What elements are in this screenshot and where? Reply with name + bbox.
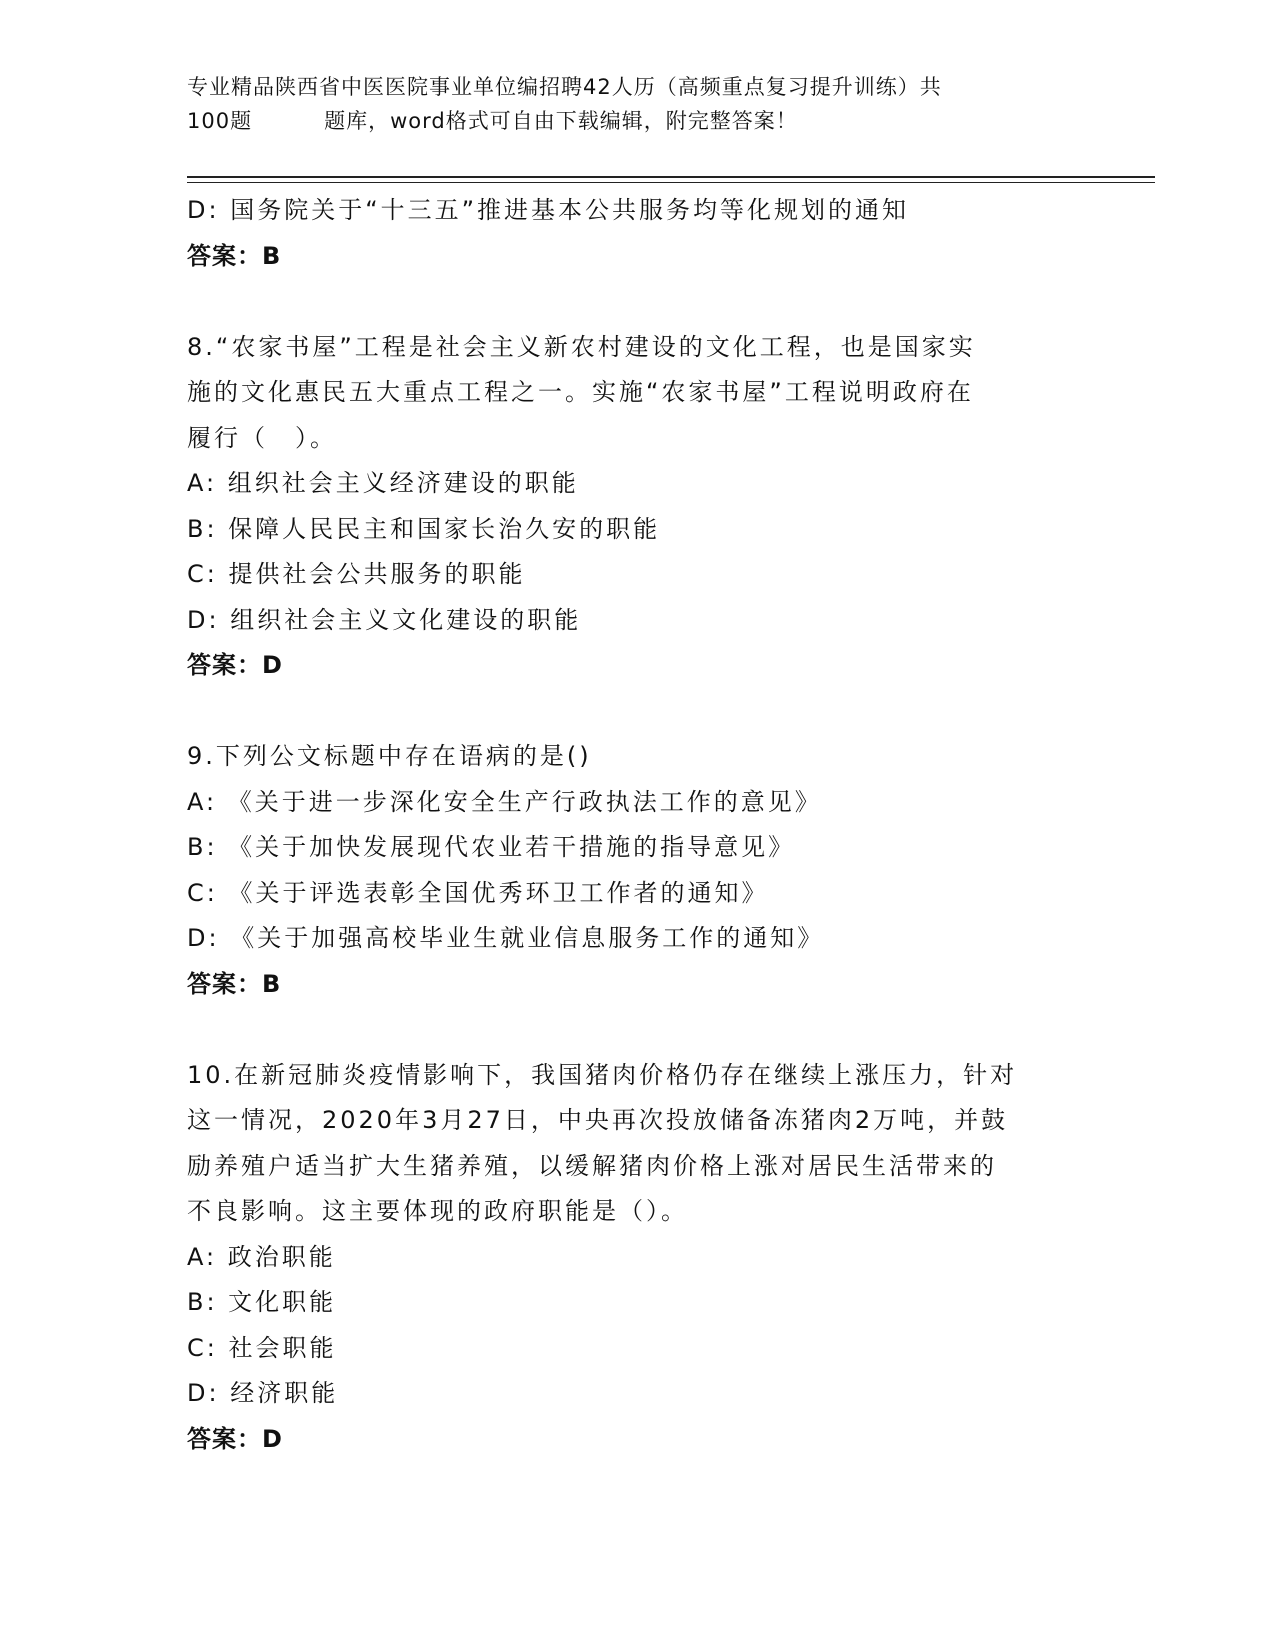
- question-stem-line: 履行（ ）。: [187, 423, 337, 452]
- question-8: [187, 325, 1087, 689]
- header-title-line-1: 专业精品陕西省中医医院事业单位编招聘42人历（高频重点复习提升训练）共: [187, 75, 942, 99]
- previous-question-tail: [187, 188, 1087, 279]
- answer-line: 答案：D: [187, 1424, 283, 1453]
- option-b: B: 文化职能: [187, 1288, 337, 1316]
- question-stem-line: 10.在新冠肺炎疫情影响下，我国猪肉价格仍存在继续上涨压力，针对: [187, 1060, 1018, 1089]
- question-stem-line: 8.“农家书屋”工程是社会主义新农村建设的文化工程，也是国家实: [187, 332, 976, 361]
- document-header: [187, 70, 1067, 138]
- option-b: B: 《关于加快发展现代农业若干措施的指导意见》: [187, 833, 796, 861]
- option-c: C: 提供社会公共服务的职能: [187, 560, 526, 588]
- option-b: B: 保障人民民主和国家长治久安的职能: [187, 514, 661, 543]
- question-10: [187, 1053, 1087, 1463]
- question-stem-line: 这一情况，2020年3月27日，中央再次投放储备冻猪肉2万吨，并鼓: [187, 1106, 1009, 1134]
- answer-line: 答案：B: [187, 969, 282, 998]
- option-d: D: 国务院关于“十三五”推进基本公共服务均等化规划的通知: [187, 196, 910, 224]
- header-description: 题库，word格式可自由下载编辑，附完整答案！: [324, 109, 798, 133]
- option-d: D: 经济职能: [187, 1379, 339, 1407]
- spacer: [187, 689, 1087, 735]
- question-stem-line: 施的文化惠民五大重点工程之一。实施“农家书屋”工程说明政府在: [187, 378, 974, 406]
- option-a: A: 组织社会主义经济建设的职能: [187, 469, 579, 497]
- spacer: [187, 279, 1087, 325]
- question-content: [187, 188, 1087, 1462]
- option-c: C: 社会职能: [187, 1333, 337, 1362]
- header-question-count: 100题: [187, 109, 253, 133]
- question-stem-line: 励养殖户适当扩大生猪养殖，以缓解猪肉价格上涨对居民生活带来的: [187, 1151, 997, 1180]
- question-9: [187, 734, 1087, 1007]
- question-stem-line: 9.下列公文标题中存在语病的是(): [187, 742, 592, 770]
- option-c: C: 《关于评选表彰全国优秀环卫工作者的通知》: [187, 878, 769, 907]
- option-a: A: 《关于进一步深化安全生产行政执法工作的意见》: [187, 787, 822, 816]
- header-title-line-2: [187, 104, 1067, 138]
- option-a: A: 政治职能: [187, 1242, 336, 1271]
- question-stem-line: 不良影响。这主要体现的政府职能是（）。: [187, 1197, 688, 1225]
- option-d: D: 《关于加强高校毕业生就业信息服务工作的通知》: [187, 924, 825, 952]
- answer-line: 答案：B: [187, 241, 282, 270]
- option-d: D: 组织社会主义文化建设的职能: [187, 605, 582, 634]
- spacer: [187, 1007, 1087, 1053]
- header-divider-thick: [187, 176, 1155, 178]
- header-divider-thin: [187, 182, 1155, 183]
- answer-line: 答案：D: [187, 651, 283, 679]
